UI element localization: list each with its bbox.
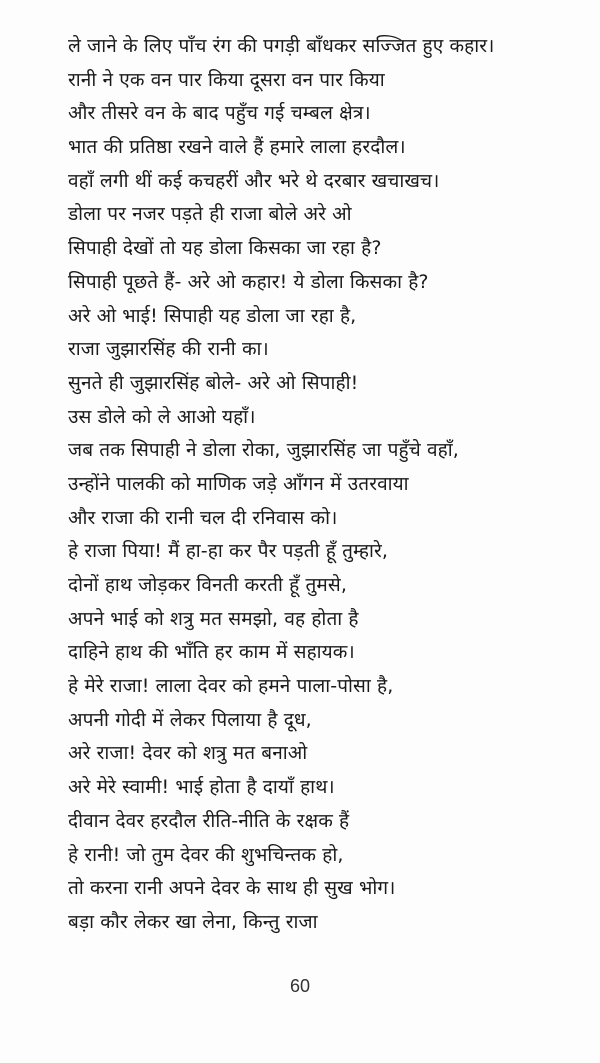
- poem-line: अरे मेरे स्वामी! भाई होता है दायाँ हाथ।: [68, 776, 335, 799]
- poem-line: और राजा की रानी चल दी रनिवास को।: [68, 506, 338, 529]
- poem-line: वहाँ लगी थीं कई कचहरीं और भरे थे दरबार खचाखच।: [68, 169, 440, 192]
- poem-line: दोनों हाथ जोड़कर विनती करती हूँ तुमसे,: [68, 574, 347, 596]
- poem-line: जब तक सिपाही ने डोला रोका, जुझारसिंह जा पहुँचे वहाँ,: [68, 439, 459, 462]
- page-number: 60: [289, 976, 311, 996]
- poem-line: सिपाही देखों तो यह डोला किसका जा रहा है?: [68, 237, 382, 260]
- poem-line: डोला पर नजर पड़ते ही राजा बोले अरे ओ: [68, 203, 352, 226]
- poem-line: ले जाने के लिए पाँच रंग की पगड़ी बाँधकर सज्जित हुए कहार।: [68, 35, 495, 57]
- poem-line: हे रानी! जो तुम देवर की शुभचिन्तक हो,: [68, 843, 344, 866]
- poem-text: [68, 30, 588, 940]
- poem-line: अपने भाई को शत्रु मत समझो, वह होता है: [68, 607, 359, 630]
- poem-line: उन्होंने पालकी को माणिक जड़े आँगन में उतरवाया: [68, 472, 409, 495]
- poem-line: तो करना रानी अपने देवर के साथ ही सुख भोग।: [68, 877, 396, 900]
- poem-line: भात की प्रतिष्ठा रखने वाले हैं हमारे लाला हरदौल।: [68, 136, 406, 159]
- poem-line: हे राजा पिया! मैं हा-हा कर पैर पड़ती हूँ तुम्हारे,: [68, 540, 388, 563]
- poem-line: और तीसरे वन के बाद पहुँच गई चम्बल क्षेत्र।: [68, 102, 371, 125]
- poem-line: अरे राजा! देवर को शत्रु मत बनाओ: [68, 742, 308, 765]
- poem-line: अरे ओ भाई! सिपाही यह डोला जा रहा है,: [68, 304, 357, 327]
- poem-line: राजा जुझारसिंह की रानी का।: [68, 338, 269, 361]
- poem-line: उस डोले को ले आओ यहाँ।: [68, 405, 256, 428]
- poem-line: दाहिने हाथ की भाँति हर काम में सहायक।: [68, 641, 355, 664]
- poem-line: सिपाही पूछते हैं- अरे ओ कहार! ये डोला किसका है?: [68, 270, 429, 293]
- poem-line: सुनते ही जुझारसिंह बोले- अरे ओ सिपाही!: [68, 371, 359, 394]
- poem-line: रानी ने एक वन पार किया दूसरा वन पार किया: [68, 68, 385, 91]
- poem-line: अपनी गोदी में लेकर पिलाया है दूध,: [68, 708, 312, 731]
- poem-line: हे मेरे राजा! लाला देवर को हमने पाला-पोसा है,: [68, 675, 394, 698]
- poem-line: दीवान देवर हरदौल रीति-नीति के रक्षक हैं: [68, 809, 350, 832]
- poem-line: बड़ा कौर लेकर खा लेना, किन्तु राजा: [68, 910, 318, 933]
